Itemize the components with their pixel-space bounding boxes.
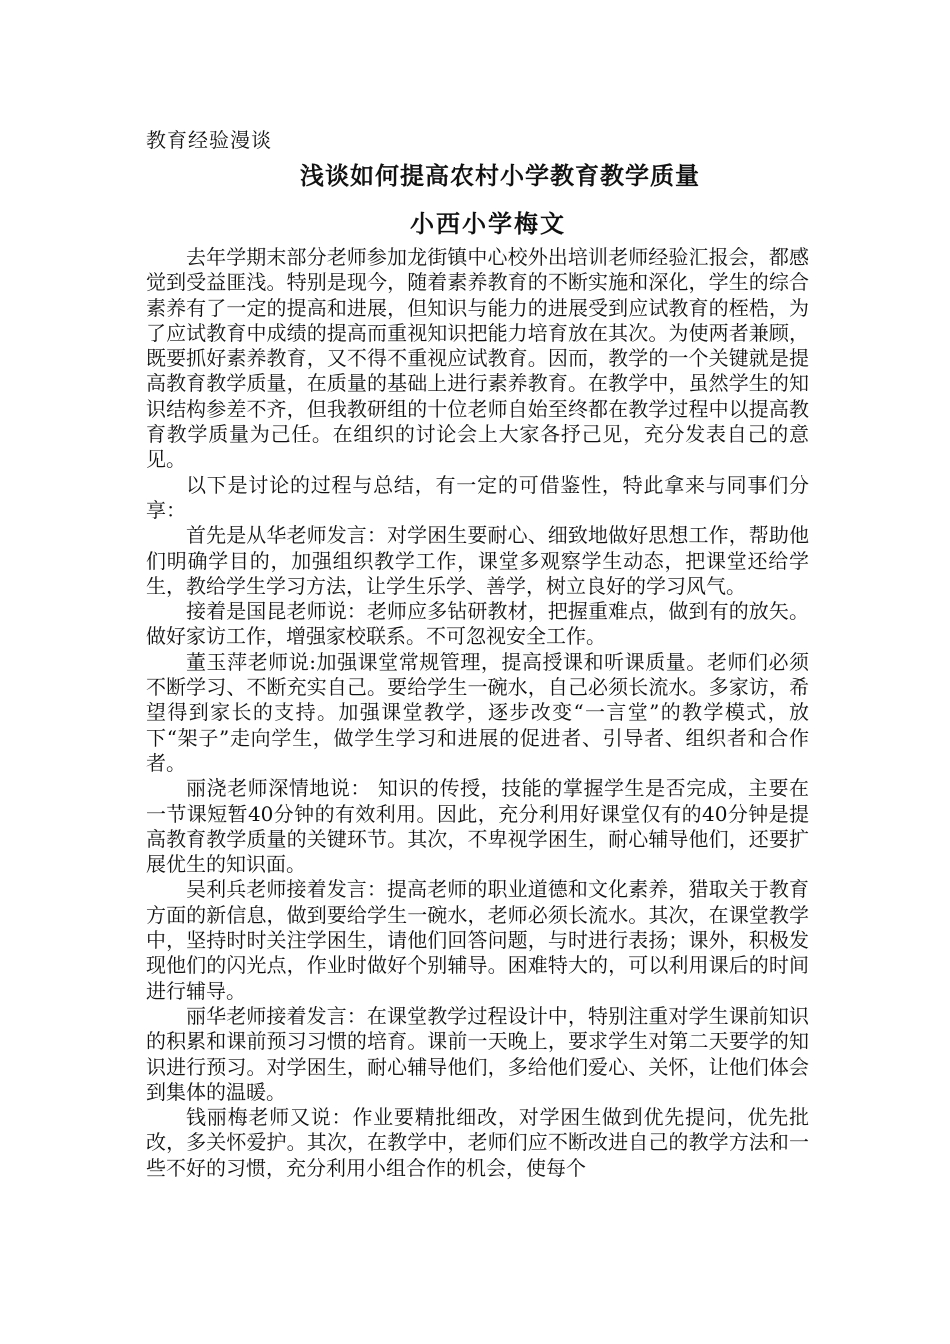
document-body bbox=[146, 245, 809, 1181]
paragraph-intro: 去年学期末部分老师参加龙街镇中心校外出培训老师经验汇报会，都感觉到受益匪浅。特别是现今，随着素养教育的不断实施和深化，学生的综合素养有了一定的提高和进展，但知识与能力的进展受到应试教育的桎梏，为了应试教育中成绩的提高而重视知识把能力培育放在其次。为使两者兼顾，既要抓好素养教育，又不得不重视应试教育。因而，教学的一个关键就是提高教育教学质量，在质量的基础上进行素养教育。在教学中，虽然学生的知识结构参差不齐，但我教研组的十位老师自始至终都在教学过程中以提高教育教学质量为己任。在组织的讨论会上大家各抒己见，充分发表自己的意见。 bbox=[146, 245, 809, 472]
paragraph-speaker-lihua: 丽华老师接着发言：在课堂教学过程设计中，特别注重对学生课前知识的积累和课前预习习惯的培育。课前一天晚上，要求学生对第二天要学的知识进行预习。对学困生，耐心辅导他们，多给他们爱心、关怀，让他们体会到集体的温暖。 bbox=[146, 1003, 809, 1104]
paragraph-speaker-wulibing: 吴利兵老师接着发言：提高老师的职业道德和文化素养，猎取关于教育方面的新信息，做到要给学生一碗水，老师必须长流水。其次，在课堂教学中，坚持时时关注学困生，请他们回答问题，与时进行表扬；课外，积极发现他们的闪光点，作业时做好个别辅导。困难特大的，可以利用课后的时间进行辅导。 bbox=[146, 877, 809, 1003]
paragraph-speaker-dongyuping: 董玉萍老师说:加强课堂常规管理，提高授课和听课质量。老师们必须不断学习、不断充实自己。要给学生一碗水，自己必须长流水。多家访，希望得到家长的支持。加强课堂教学，逐步改变“一言堂”的教学模式，放下“架子”走向学生，做学生学习和进展的促进者、引导者、组织者和合作者。 bbox=[146, 649, 809, 775]
paragraph-summary-intro: 以下是讨论的过程与总结，有一定的可借鉴性，特此拿来与同事们分享： bbox=[146, 472, 809, 522]
column-label: 教育经验漫谈 bbox=[146, 128, 272, 152]
document-title: 浅谈如何提高农村小学教育教学质量 bbox=[300, 161, 700, 190]
paragraph-speaker-guokun: 接着是国昆老师说：老师应多钻研教材，把握重难点，做到有的放矢。做好家访工作，增强家校联系。不可忽视安全工作。 bbox=[146, 599, 809, 649]
document-author: 小西小学梅文 bbox=[410, 209, 566, 238]
paragraph-speaker-lijiao: 丽浇老师深情地说： 知识的传授，技能的掌握学生是否完成，主要在一节课短暂40分钟的有效利用。因此，充分利用好课堂仅有的40分钟是提高教育教学质量的关键环节。其次，不卑视学困生，耐心辅导他们，还要扩展优生的知识面。 bbox=[146, 776, 809, 877]
paragraph-speaker-qianlimei: 钱丽梅老师又说：作业要精批细改，对学困生做到优先提问，优先批改，多关怀爱护。其次，在教学中，老师们应不断改进自己的教学方法和一些不好的习惯，充分利用小组合作的机会，使每个 bbox=[146, 1105, 809, 1180]
paragraph-speaker-conghua: 首先是从华老师发言：对学困生要耐心、细致地做好思想工作，帮助他们明确学目的，加强组织教学工作，课堂多观察学生动态，把课堂还给学生，教给学生学习方法，让学生乐学、善学，树立良好的学习风气。 bbox=[146, 523, 809, 598]
